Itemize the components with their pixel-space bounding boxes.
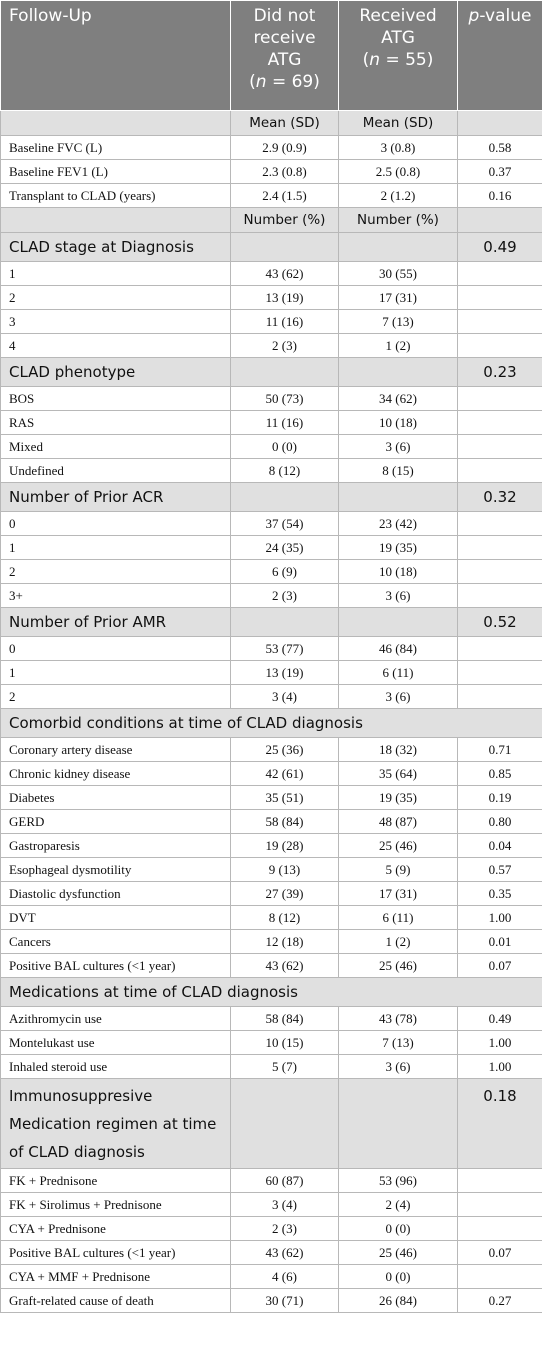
cell-received: 6 (11) [339,906,458,930]
cell-received: 48 (87) [339,810,458,834]
section-title: CLAD stage at Diagnosis [1,233,231,262]
header-col2-line2: ATG [381,28,415,48]
section-title [1,1079,231,1169]
cell-received: Mean (SD) [339,111,458,136]
cell-received: 7 (13) [339,310,458,334]
table-row [1,1031,542,1055]
cell-received: 3 (6) [339,584,458,608]
cell-received: 3 (6) [339,685,458,709]
header-col1-line3: ATG [267,50,302,70]
cell-p-value [458,262,542,286]
cell-did-not-receive: 43 (62) [231,1241,339,1265]
cell-received: 25 (46) [339,954,458,978]
table-row [1,858,542,882]
table-row [1,459,542,483]
subheader-row [1,208,542,233]
table-body [1,111,542,1313]
cell-received: 23 (42) [339,512,458,536]
cell-p-value [458,111,542,136]
cell-label: Diastolic dysfunction [1,882,231,906]
cell-p-value: 0.18 [458,1079,542,1169]
header-col1-n: n [255,72,267,92]
cell-did-not-receive: 27 (39) [231,882,339,906]
cell-received: 26 (84) [339,1289,458,1313]
cell-received: 30 (55) [339,262,458,286]
cell-label: FK + Prednisone [1,1169,231,1193]
cell-did-not-receive: 2 (3) [231,1217,339,1241]
cell-received [339,608,458,637]
cell-label: Montelukast use [1,1031,231,1055]
cell-p-value [458,661,542,685]
cell-label: Graft-related cause of death [1,1289,231,1313]
cell-p-value [458,310,542,334]
table-row [1,637,542,661]
table-row [1,512,542,536]
cell-received: 5 (9) [339,858,458,882]
table-row [1,286,542,310]
cell-received [339,358,458,387]
cell-did-not-receive: 2 (3) [231,584,339,608]
table-row [1,262,542,286]
cell-did-not-receive: 0 (0) [231,435,339,459]
cell-p-value [458,685,542,709]
cell-did-not-receive: 9 (13) [231,858,339,882]
cell-received: 10 (18) [339,411,458,435]
cell-p-value: 1.00 [458,1055,542,1079]
section-header-row [1,709,542,738]
cell-did-not-receive: 11 (16) [231,310,339,334]
cell-label: Gastroparesis [1,834,231,858]
cell-p-value: 0.07 [458,954,542,978]
cell-did-not-receive [231,483,339,512]
header-received-atg [339,1,458,111]
cell-p-value [458,560,542,584]
table-row [1,1217,542,1241]
section-title: Medications at time of CLAD diagnosis [1,978,542,1007]
cell-p-value: 0.19 [458,786,542,810]
cell-p-value [458,536,542,560]
table-row [1,738,542,762]
table-row [1,536,542,560]
cell-label: 2 [1,685,231,709]
cell-p-value: 0.57 [458,858,542,882]
cell-received: 1 (2) [339,930,458,954]
cell-received: 25 (46) [339,1241,458,1265]
cell-did-not-receive: 43 (62) [231,954,339,978]
cell-received: Number (%) [339,208,458,233]
section-title [1,208,231,233]
cell-did-not-receive [231,1079,339,1169]
header-col1-line1: Did not [253,6,316,26]
cell-did-not-receive: 2.9 (0.9) [231,136,339,160]
table-row [1,954,542,978]
cell-received: 8 (15) [339,459,458,483]
cell-label: 0 [1,637,231,661]
cell-received: 10 (18) [339,560,458,584]
table-row [1,136,542,160]
cell-label: Inhaled steroid use [1,1055,231,1079]
table-row [1,661,542,685]
cell-did-not-receive: 24 (35) [231,536,339,560]
cell-p-value: 0.27 [458,1289,542,1313]
cell-did-not-receive [231,233,339,262]
cell-received: 0 (0) [339,1265,458,1289]
cell-received: 7 (13) [339,1031,458,1055]
table-row [1,1193,542,1217]
cell-label: Diabetes [1,786,231,810]
cell-did-not-receive: 11 (16) [231,411,339,435]
cell-did-not-receive: 37 (54) [231,512,339,536]
cell-did-not-receive: 3 (4) [231,1193,339,1217]
section-header-row [1,233,542,262]
table-row [1,1169,542,1193]
header-p-value [458,1,542,111]
section-title-line: of CLAD diagnosis [9,1143,145,1161]
cell-p-value: 0.07 [458,1241,542,1265]
header-col1-paren-open: ( [249,72,256,92]
cell-label: FK + Sirolimus + Prednisone [1,1193,231,1217]
table-row [1,1055,542,1079]
cell-p-value: 0.58 [458,136,542,160]
cell-received: 0 (0) [339,1217,458,1241]
cell-did-not-receive: 13 (19) [231,661,339,685]
cell-received: 3 (0.8) [339,136,458,160]
cell-p-value [458,1265,542,1289]
section-title: Comorbid conditions at time of CLAD diagnosis [1,709,542,738]
cell-p-value [458,208,542,233]
cell-p-value [458,1169,542,1193]
section-title-line: Medication regimen at time [9,1115,217,1133]
table-row [1,160,542,184]
cell-did-not-receive: 60 (87) [231,1169,339,1193]
header-followup: Follow-Up [1,1,231,111]
cell-did-not-receive: 8 (12) [231,906,339,930]
table-row [1,411,542,435]
cell-label: Azithromycin use [1,1007,231,1031]
cell-p-value [458,334,542,358]
cell-did-not-receive: 25 (36) [231,738,339,762]
cell-p-value: 0.85 [458,762,542,786]
table-row [1,1241,542,1265]
cell-did-not-receive: Mean (SD) [231,111,339,136]
section-header-row [1,358,542,387]
cell-label: 2 [1,286,231,310]
cell-received: 25 (46) [339,834,458,858]
table-row [1,930,542,954]
cell-received: 34 (62) [339,387,458,411]
cell-p-value [458,286,542,310]
cell-p-value [458,512,542,536]
cell-p-value [458,459,542,483]
cell-did-not-receive: Number (%) [231,208,339,233]
table-row [1,786,542,810]
table-row [1,1289,542,1313]
cell-did-not-receive: 58 (84) [231,1007,339,1031]
cell-did-not-receive: 8 (12) [231,459,339,483]
cell-did-not-receive: 42 (61) [231,762,339,786]
table-row [1,762,542,786]
cell-p-value: 0.37 [458,160,542,184]
cell-did-not-receive: 4 (6) [231,1265,339,1289]
cell-p-value: 0.16 [458,184,542,208]
cell-received: 18 (32) [339,738,458,762]
cell-received: 1 (2) [339,334,458,358]
table-row [1,184,542,208]
cell-did-not-receive: 2.3 (0.8) [231,160,339,184]
section-title: CLAD phenotype [1,358,231,387]
cell-label: 1 [1,536,231,560]
header-col2-line1: Received [359,6,437,26]
cell-p-value [458,387,542,411]
cell-did-not-receive [231,608,339,637]
cell-received [339,233,458,262]
cell-received: 19 (35) [339,536,458,560]
cell-label: 4 [1,334,231,358]
cell-received: 53 (96) [339,1169,458,1193]
table-row [1,310,542,334]
table-row [1,1007,542,1031]
cell-did-not-receive: 13 (19) [231,286,339,310]
cell-did-not-receive: 2 (3) [231,334,339,358]
table-row [1,882,542,906]
cell-p-value [458,584,542,608]
cell-did-not-receive: 50 (73) [231,387,339,411]
cell-received: 3 (6) [339,1055,458,1079]
cell-did-not-receive: 2.4 (1.5) [231,184,339,208]
cell-label: 3+ [1,584,231,608]
cell-p-value: 0.23 [458,358,542,387]
section-title [1,111,231,136]
cell-p-value: 1.00 [458,906,542,930]
section-header-row [1,1079,542,1169]
cell-received [339,1079,458,1169]
cell-did-not-receive: 58 (84) [231,810,339,834]
cell-did-not-receive: 10 (15) [231,1031,339,1055]
cell-received: 6 (11) [339,661,458,685]
cell-did-not-receive: 3 (4) [231,685,339,709]
section-header-row [1,483,542,512]
subheader-row [1,111,542,136]
cell-label: Chronic kidney disease [1,762,231,786]
cell-label: Transplant to CLAD (years) [1,184,231,208]
cell-label: Undefined [1,459,231,483]
cell-p-value [458,1193,542,1217]
cell-did-not-receive: 6 (9) [231,560,339,584]
cell-label: Positive BAL cultures (<1 year) [1,1241,231,1265]
cell-label: Mixed [1,435,231,459]
cell-label: Positive BAL cultures (<1 year) [1,954,231,978]
cell-received [339,483,458,512]
cell-label: Cancers [1,930,231,954]
header-col2-paren-open: ( [362,50,370,70]
cell-p-value [458,435,542,459]
cell-label: 2 [1,560,231,584]
table-row [1,584,542,608]
table-row [1,834,542,858]
cell-did-not-receive: 12 (18) [231,930,339,954]
section-title-line: Immunosuppresive [9,1087,153,1105]
cell-p-value: 0.49 [458,233,542,262]
cell-did-not-receive: 19 (28) [231,834,339,858]
cell-p-value [458,1217,542,1241]
cell-p-value: 0.80 [458,810,542,834]
header-col2-count: = 55) [380,50,434,70]
table-row [1,810,542,834]
section-header-row [1,978,542,1007]
cell-label: 1 [1,262,231,286]
header-col1-line2: receive [253,28,316,48]
cell-received: 17 (31) [339,286,458,310]
cell-label: BOS [1,387,231,411]
cell-p-value [458,637,542,661]
cell-received: 46 (84) [339,637,458,661]
cell-p-value: 0.49 [458,1007,542,1031]
cell-label: DVT [1,906,231,930]
cell-p-value: 1.00 [458,1031,542,1055]
cell-received: 19 (35) [339,786,458,810]
cell-received: 43 (78) [339,1007,458,1031]
cell-received: 35 (64) [339,762,458,786]
cell-p-value: 0.01 [458,930,542,954]
section-header-row [1,608,542,637]
cell-did-not-receive: 53 (77) [231,637,339,661]
cell-label: 3 [1,310,231,334]
cell-p-value [458,411,542,435]
table-row [1,334,542,358]
cell-label: 0 [1,512,231,536]
table-row [1,560,542,584]
cell-received: 17 (31) [339,882,458,906]
section-title: Number of Prior AMR [1,608,231,637]
cell-did-not-receive: 35 (51) [231,786,339,810]
cell-received: 2 (1.2) [339,184,458,208]
cell-label: Baseline FVC (L) [1,136,231,160]
cell-p-value: 0.04 [458,834,542,858]
table-row [1,435,542,459]
cell-label: RAS [1,411,231,435]
cell-label: Coronary artery disease [1,738,231,762]
section-title: Number of Prior ACR [1,483,231,512]
cell-label: Baseline FEV1 (L) [1,160,231,184]
cell-did-not-receive: 5 (7) [231,1055,339,1079]
header-p-italic: p [468,6,480,26]
cell-p-value: 0.35 [458,882,542,906]
cell-label: CYA + MMF + Prednisone [1,1265,231,1289]
header-did-not-receive-atg [231,1,339,111]
cell-did-not-receive: 43 (62) [231,262,339,286]
header-col2-n: n [369,50,381,70]
cell-label: 1 [1,661,231,685]
table-header-row [1,1,542,111]
cell-received: 2.5 (0.8) [339,160,458,184]
cell-p-value: 0.71 [458,738,542,762]
table-row [1,906,542,930]
header-p-rest: -value [479,6,532,26]
cell-received: 2 (4) [339,1193,458,1217]
cell-p-value: 0.32 [458,483,542,512]
header-col1-count: = 69) [266,72,320,92]
table-row [1,685,542,709]
cell-label: GERD [1,810,231,834]
cell-did-not-receive [231,358,339,387]
cell-label: Esophageal dysmotility [1,858,231,882]
table-row [1,387,542,411]
cell-p-value: 0.52 [458,608,542,637]
cell-did-not-receive: 30 (71) [231,1289,339,1313]
cell-label: CYA + Prednisone [1,1217,231,1241]
cell-received: 3 (6) [339,435,458,459]
table-row [1,1265,542,1289]
